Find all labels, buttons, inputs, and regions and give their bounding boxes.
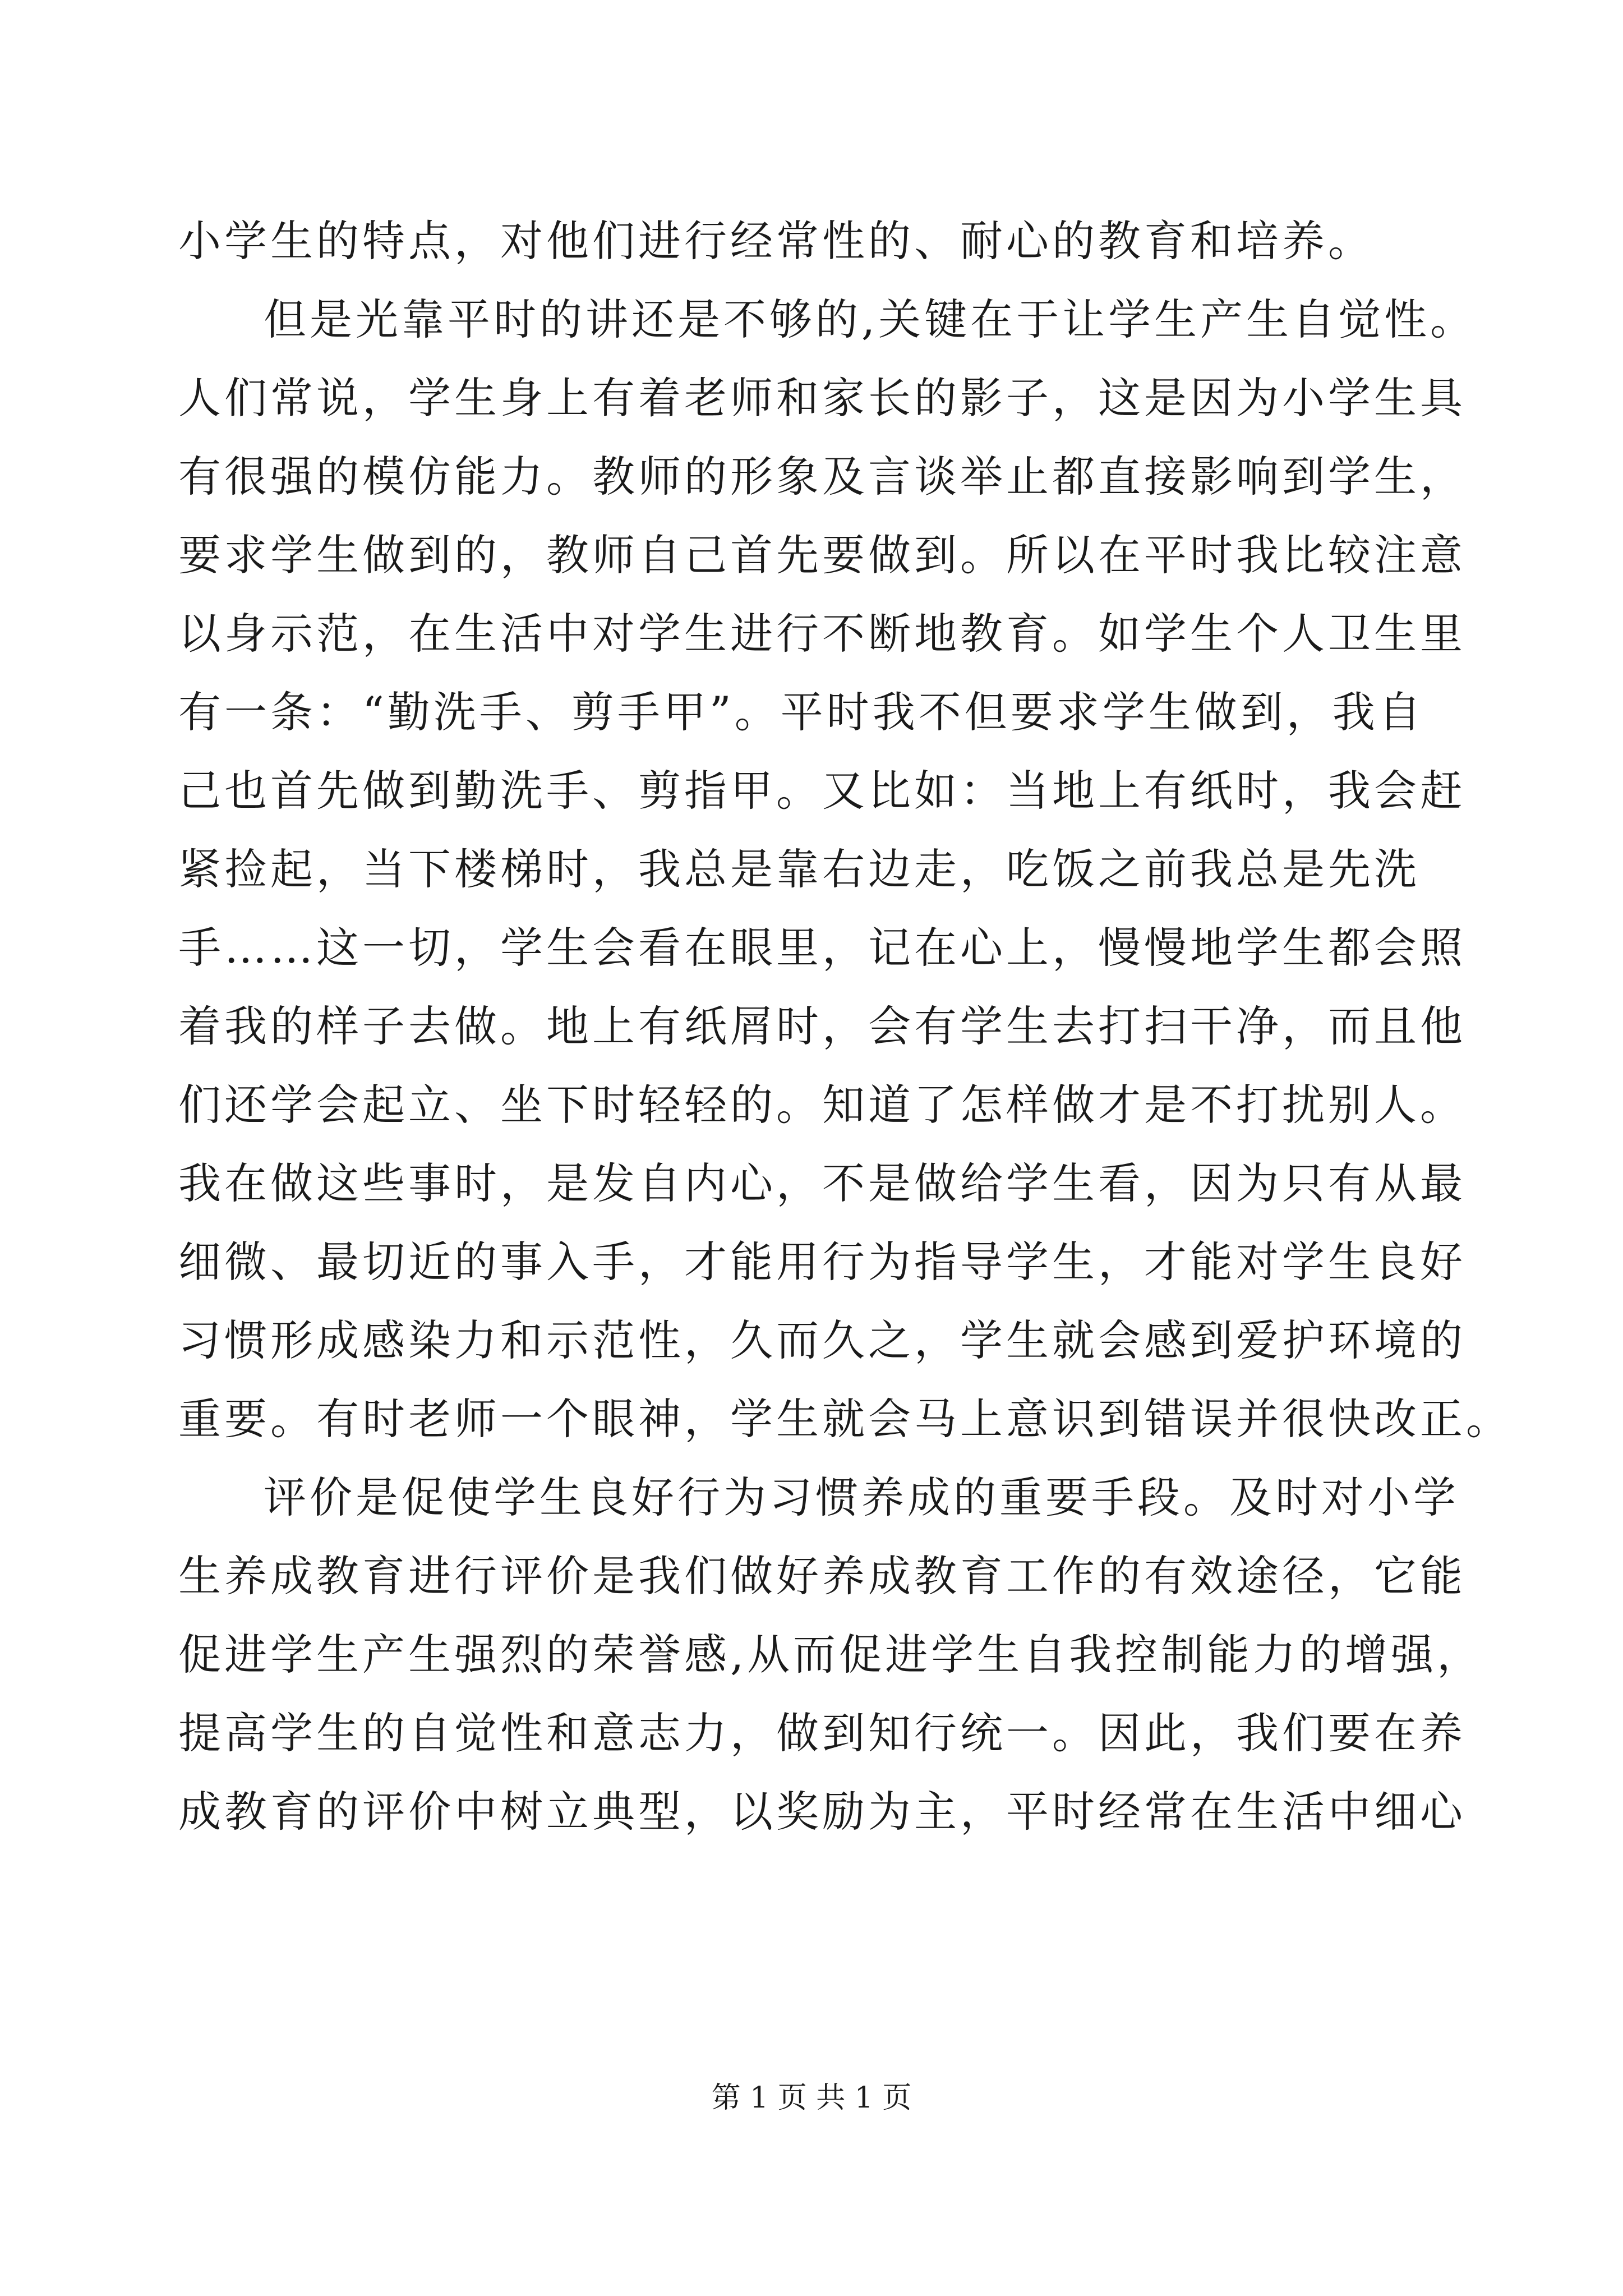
text-line: 以身示范，在生活中对学生进行不断地教育。如学生个人卫生里 [178,609,1466,659]
text-line: 生养成教育进行评价是我们做好养成教育工作的有效途径，它能 [178,1551,1466,1601]
text-line: 们还学会起立、坐下时轻轻的。知道了怎样做才是不打扰别人。 [178,1080,1466,1130]
text-line: 重要。有时老师一个眼神，学生就会马上意识到错误并很快改正。 [178,1394,1512,1444]
text-line: 促进学生产生强烈的荣誉感,从而促进学生自我控制能力的增强， [178,1630,1483,1680]
text-line: 小学生的特点，对他们进行经常性的、耐心的教育和培养。 [178,216,1374,266]
text-line: 习惯形成感染力和示范性，久而久之，学生就会感到爱护环境的 [178,1315,1466,1365]
text-line: 有一条：“勤洗手、剪手甲”。平时我不但要求学生做到，我自 [178,687,1424,737]
text-line: 我在做这些事时，是发自内心，不是做给学生看，因为只有从最 [178,1158,1466,1208]
text-line: 有很强的模仿能力。教师的形象及言谈举止都直接影响到学生， [178,452,1466,501]
text-line: 要求学生做到的，教师自己首先要做到。所以在平时我比较注意 [178,530,1466,580]
text-line: 己也首先做到勤洗手、剪指甲。又比如：当地上有纸时，我会赶 [178,766,1466,816]
page-footer: 第 1 页 共 1 页 [711,2081,912,2115]
text-line: 细微、最切近的事入手，才能用行为指导学生，才能对学生良好 [178,1237,1466,1287]
text-line: 紧捡起，当下楼梯时，我总是靠右边走，吃饭之前我总是先洗 [178,844,1420,894]
paragraph-first-line: 评价是促使学生良好行为习惯养成的重要手段。及时对小学 [264,1473,1459,1522]
text-line: 着我的样子去做。地上有纸屑时，会有学生去打扫干净，而且他 [178,1001,1466,1051]
text-line: 人们常说，学生身上有着老师和家长的影子，这是因为小学生具 [178,373,1466,423]
text-line: 提高学生的自觉性和意志力，做到知行统一。因此，我们要在养 [178,1708,1466,1758]
paragraph-first-line: 但是光靠平时的讲还是不够的,关键在于让学生产生自觉性。 [264,295,1477,344]
text-line: 成教育的评价中树立典型，以奖励为主，平时经常在生活中细心 [178,1787,1466,1837]
text-line: 手……这一切，学生会看在眼里，记在心上，慢慢地学生都会照 [178,923,1466,973]
